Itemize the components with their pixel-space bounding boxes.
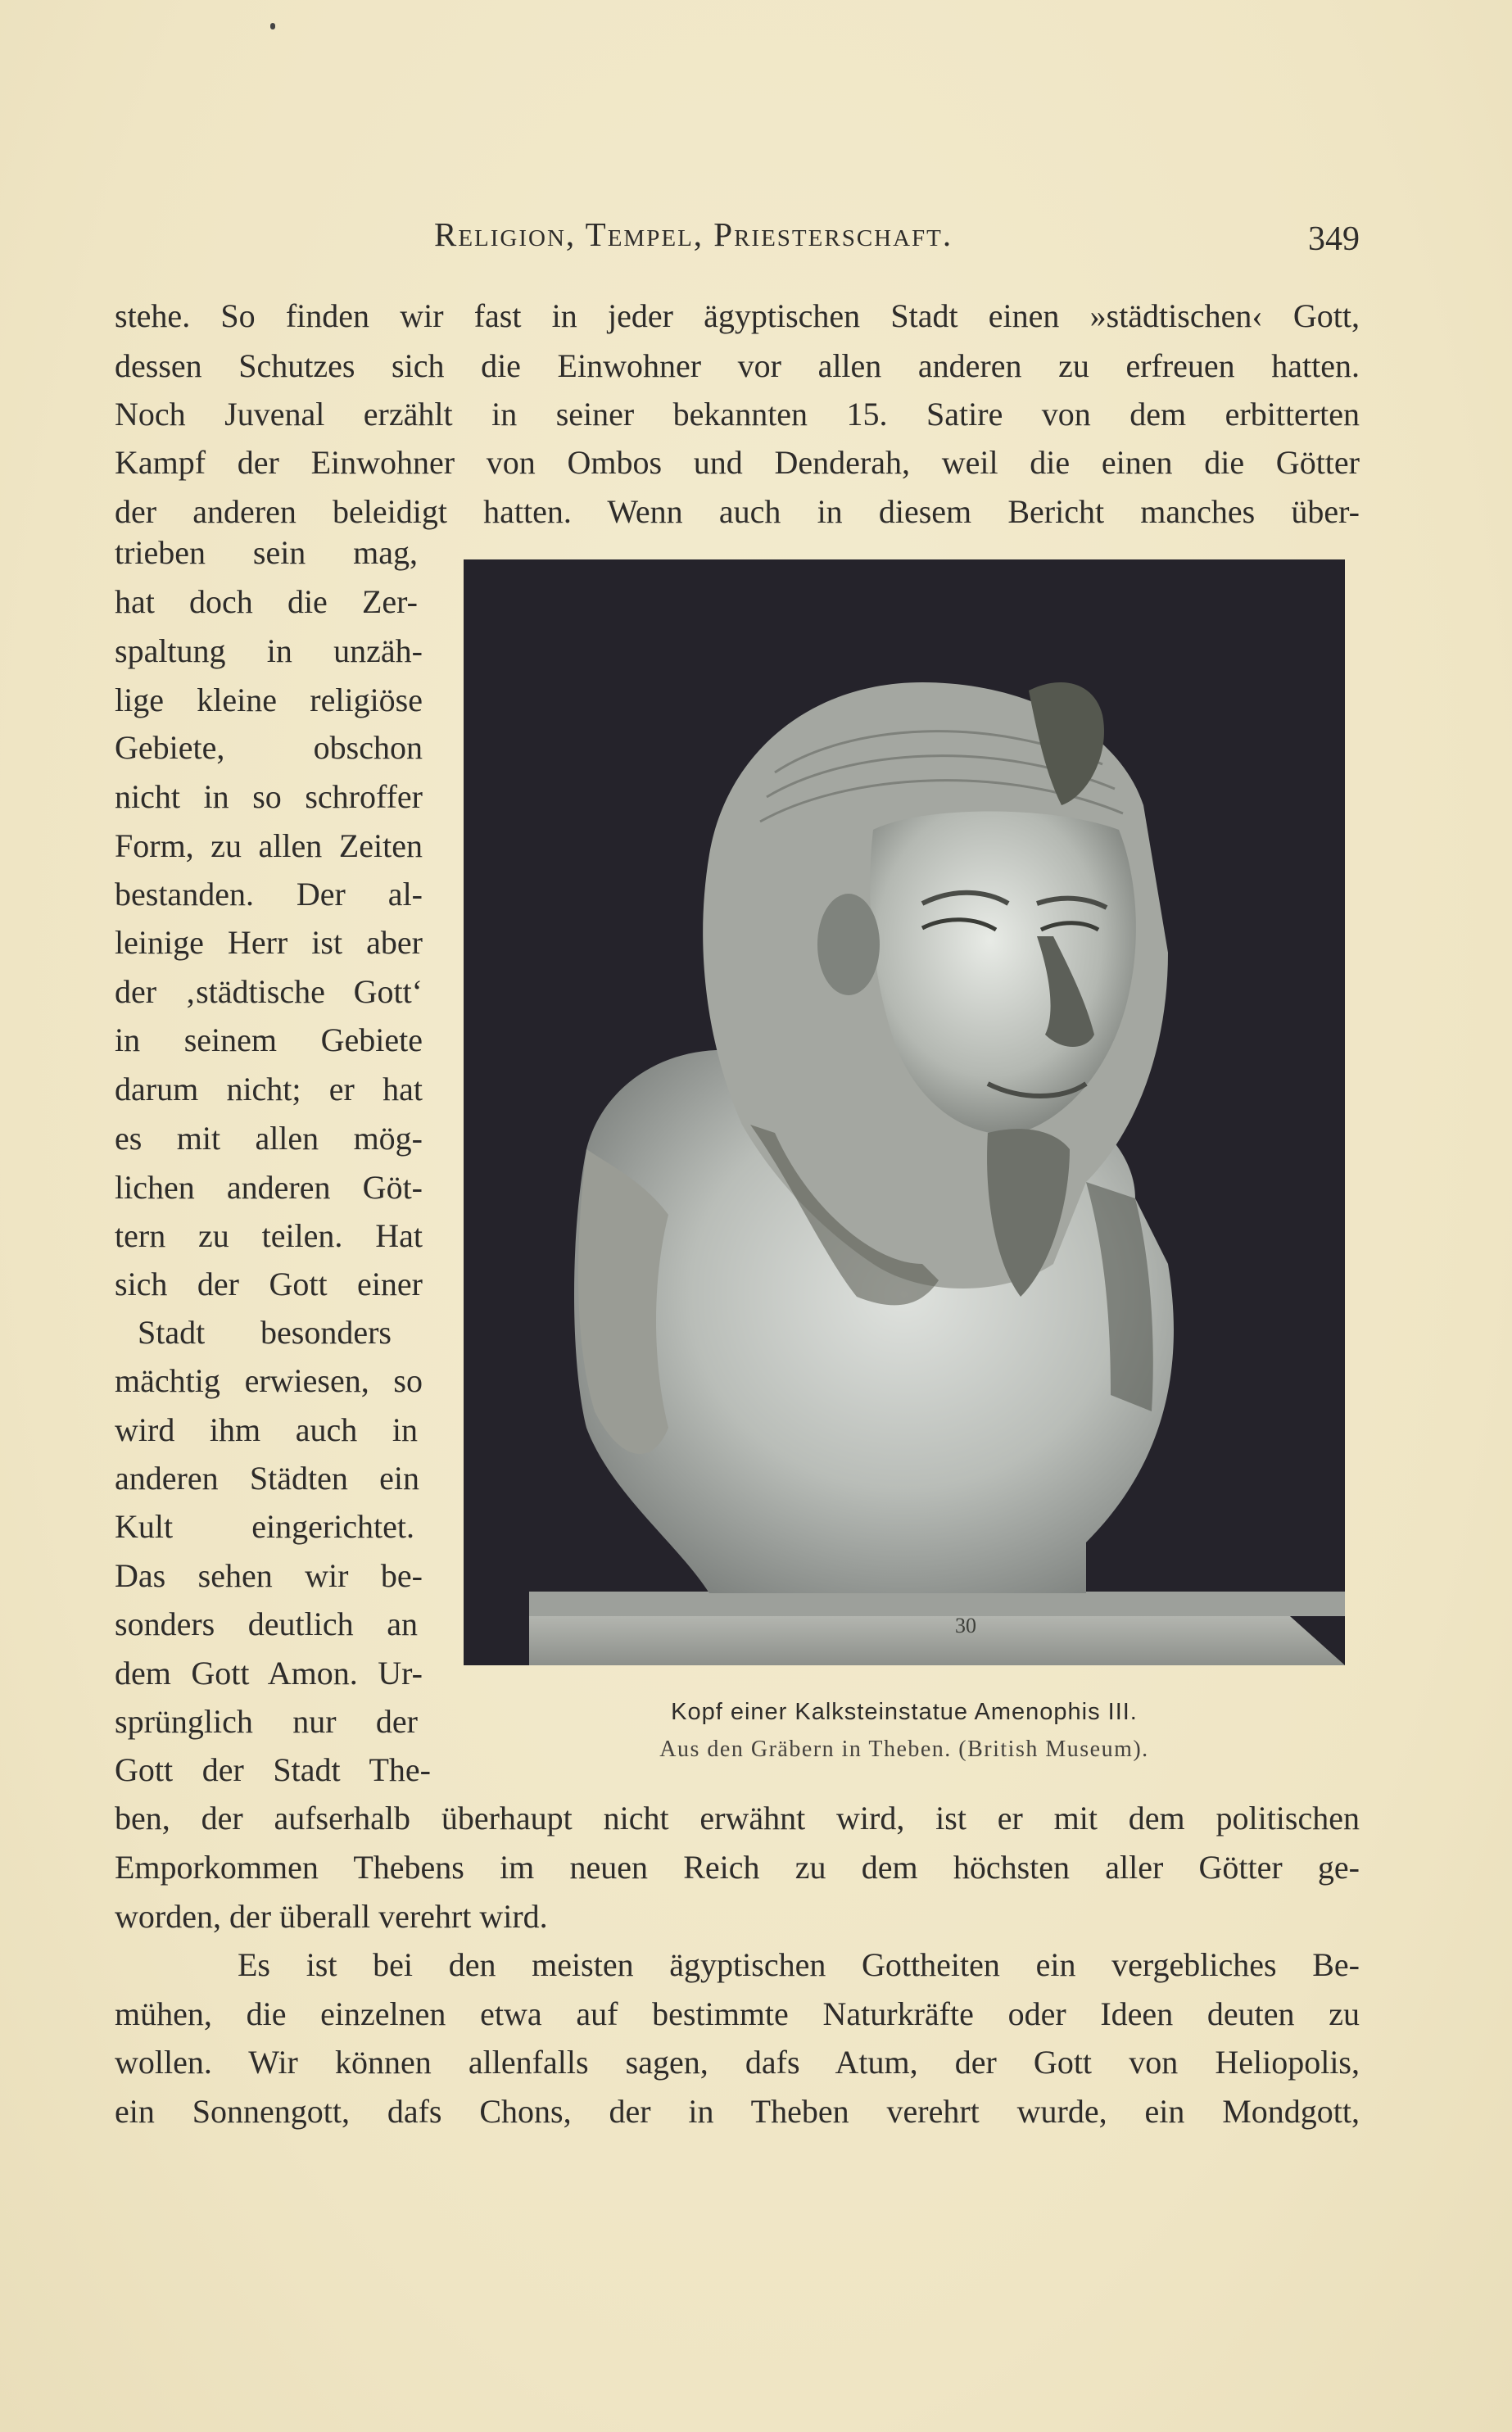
text-line: der anderen beleidigt hatten. Wenn auch in diesem Bericht manches über-	[115, 493, 1360, 530]
text-line: bestanden. Der al-	[115, 876, 423, 913]
text-line: wollen. Wir können allenfalls sagen, dafs Atum, der Gott von Heliopolis,	[115, 2044, 1360, 2081]
figure-caption-title: Kopf einer Kalksteinstatue Amenophis III.	[671, 1699, 1138, 1725]
text-line: Noch Juvenal erzählt in seiner bekannten 15. Satire von dem erbitterten	[115, 396, 1360, 433]
text-line: anderen Städten ein	[115, 1460, 419, 1497]
text-line: Emporkommen Thebens im neuen Reich zu dem höchsten aller Götter ge-	[115, 1849, 1360, 1886]
running-title: Religion, Tempel, Priesterschaft.	[434, 215, 953, 253]
page-header	[434, 215, 1360, 264]
text-line: Gott der Stadt The-	[115, 1751, 431, 1788]
text-line: spaltung in unzäh-	[115, 632, 423, 669]
text-line: wird ihm auch in	[115, 1411, 418, 1448]
text-line: worden, der überall verehrt wird.	[115, 1898, 548, 1935]
figure-caption-source: Aus den Gräbern in Theben. (British Museum).	[659, 1737, 1149, 1762]
text-line: nicht in so schroffer	[115, 778, 423, 815]
statue-photograph	[464, 559, 1345, 1665]
text-line: dessen Schutzes sich die Einwohner vor allen anderen zu erfreuen hatten.	[115, 347, 1360, 384]
text-line: Es ist bei den meisten ägyptischen Gottheiten ein vergebliches Be-	[238, 1946, 1360, 1983]
text-line: sonders deutlich an	[115, 1605, 418, 1642]
text-line: Form, zu allen Zeiten	[115, 827, 423, 864]
text-line: lige kleine religiöse	[115, 682, 423, 718]
text-line: Gebiete, obschon	[115, 729, 423, 766]
text-line: Stadt besonders	[138, 1314, 392, 1351]
text-line: leinige Herr ist aber	[115, 924, 423, 961]
text-line: sich der Gott einer	[115, 1266, 423, 1302]
text-line: sprünglich nur der	[115, 1703, 418, 1740]
text-line: lichen anderen Göt-	[115, 1169, 423, 1206]
text-line: stehe. So finden wir fast in jeder ägyptischen Stadt einen »städtischen‹ Gott,	[115, 297, 1360, 334]
text-line: hat doch die Zer-	[115, 583, 418, 620]
text-line: Das sehen wir be-	[115, 1557, 423, 1594]
text-line: trieben sein mag,	[115, 534, 418, 571]
text-line: mächtig erwiesen, so	[115, 1362, 423, 1399]
text-line: ben, der aufserhalb überhaupt nicht erwähnt wird, ist er mit dem politischen	[115, 1800, 1360, 1836]
text-line: mühen, die einzelnen etwa auf bestimmte Naturkräfte oder Ideen deuten zu	[115, 1995, 1360, 2032]
text-line: es mit allen mög-	[115, 1120, 423, 1157]
text-line: tern zu teilen. Hat	[115, 1217, 423, 1254]
text-line: in seinem Gebiete	[115, 1021, 423, 1058]
page-number: 349	[1308, 220, 1360, 258]
ink-speck	[270, 23, 275, 29]
text-line: dem Gott Amon. Ur-	[115, 1655, 423, 1692]
plate-number: 30	[955, 1614, 976, 1637]
text-line: darum nicht; er hat	[115, 1071, 423, 1107]
text-line: der ‚städtische Gott‘	[115, 973, 423, 1010]
text-line: ein Sonnengott, dafs Chons, der in Theben verehrt wurde, ein Mondgott,	[115, 2093, 1360, 2130]
text-line: Kampf der Einwohner von Ombos und Denderah, weil die einen die Götter	[115, 444, 1360, 481]
text-line: Kult eingerichtet.	[115, 1508, 414, 1545]
